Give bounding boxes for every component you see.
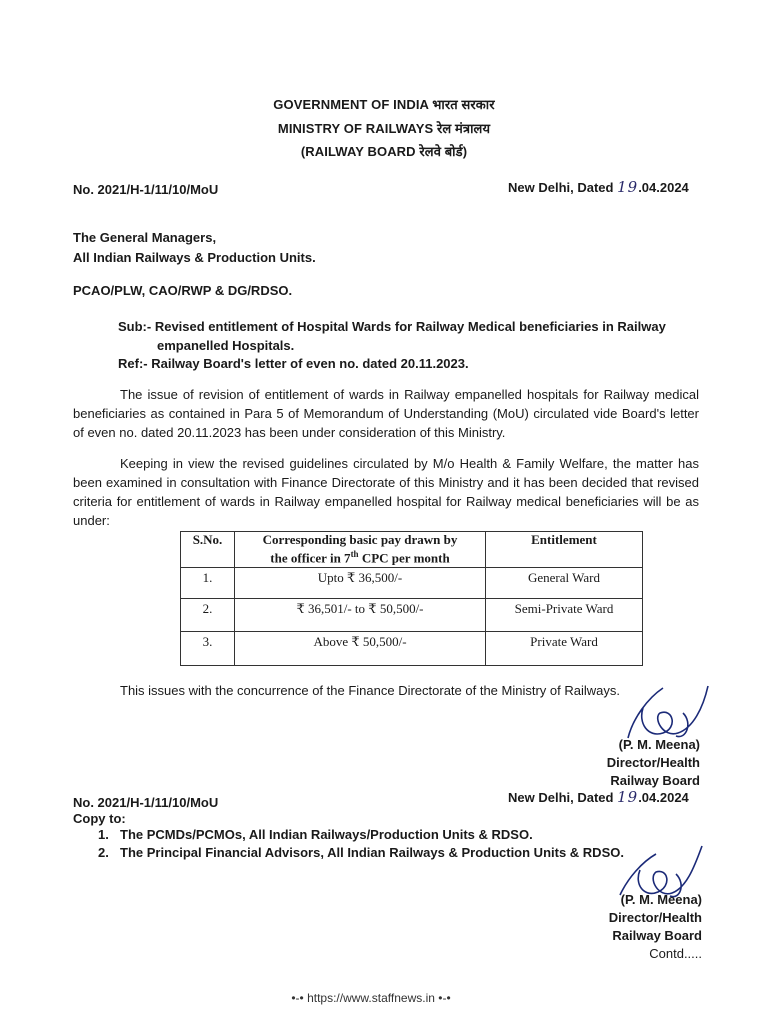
table-row xyxy=(181,568,643,599)
row-3-entitlement: Private Ward xyxy=(486,632,643,666)
header-pay-superscript: th xyxy=(350,549,359,559)
paragraph-2: Keeping in view the revised guidelines circulated by M/o Health & Family Welfare, the matter has been examined in consultation with Finance Directorate of this Ministry and it has been decided that revised criteria for entitlement of wards in Railway empanelled hospital for Railway medical beneficiaries will be as under: xyxy=(73,456,699,528)
paragraph-1: The issue of revision of entitlement of wards in Railway empanelled hospitals for Railway medical beneficiaries as contained in Para 5 of Memorandum of Understanding (MoU) circulated vide Board's letter of even no. dated 20.11.2023 has been under consideration of this Ministry. xyxy=(73,387,699,440)
copy-item-1-text: The PCMDs/PCMOs, All Indian Railways/Production Units & RDSO. xyxy=(120,827,533,842)
letter-number-copy: No. 2021/H-1/11/10/MoU xyxy=(73,795,219,810)
date-rest-copy: .04.2024 xyxy=(638,790,689,805)
signatory-office-2: Railway Board xyxy=(612,928,702,943)
subject-line-1: Sub:- Revised entitlement of Hospital Wards for Railway Medical beneficiaries in Railway xyxy=(118,319,666,334)
signatory-name-2: (P. M. Meena) xyxy=(620,892,702,907)
entitlement-table xyxy=(180,531,643,666)
signatory-name-1: (P. M. Meena) xyxy=(618,737,700,752)
copy-item-1-number: 1. xyxy=(98,827,109,842)
date-prefix-copy: New Delhi, Dated xyxy=(508,790,614,805)
header-government: GOVERNMENT OF INDIA भारत सरकार xyxy=(273,97,495,112)
letter-date-copy xyxy=(508,788,689,806)
copy-item-2-text: The Principal Financial Advisors, All Indian Railways & Production Units & RDSO. xyxy=(120,845,624,860)
date-rest: .04.2024 xyxy=(638,180,689,195)
row-2-entitlement: Semi-Private Ward xyxy=(486,599,643,632)
row-1-sno: 1. xyxy=(181,568,235,599)
concurrence-text: This issues with the concurrence of the Finance Directorate of the Ministry of Railways. xyxy=(120,683,620,698)
addressee-line-2: All Indian Railways & Production Units. xyxy=(73,250,316,265)
copy-to-item-1 xyxy=(98,827,533,842)
handwritten-day: 19 xyxy=(617,178,639,196)
header-pay-line-1: Corresponding basic pay drawn by xyxy=(262,532,458,547)
header-pay-line-3: CPC per month xyxy=(358,550,450,566)
header-sno: S.No. xyxy=(181,532,235,568)
row-3-pay: Above ₹ 50,500/- xyxy=(235,632,486,666)
letter-date xyxy=(508,178,689,196)
signatory-office-1: Railway Board xyxy=(610,773,700,788)
header-pay-line-2: the officer in 7 xyxy=(270,550,351,566)
table-header-row xyxy=(181,532,643,568)
reference-line: Ref:- Railway Board's letter of even no. dated 20.11.2023. xyxy=(118,356,469,371)
table-row xyxy=(181,599,643,632)
header-basic-pay xyxy=(235,532,486,568)
subject-line-2: empanelled Hospitals. xyxy=(157,338,295,353)
table-row xyxy=(181,632,643,666)
row-3-sno: 3. xyxy=(181,632,235,666)
letter-number: No. 2021/H-1/11/10/MoU xyxy=(73,182,219,197)
header-ministry: MINISTRY OF RAILWAYS रेल मंत्रालय xyxy=(277,121,491,136)
footer-url: •-• https://www.staffnews.in •-• xyxy=(291,991,451,1005)
copy-item-2-number: 2. xyxy=(98,845,109,860)
copy-to-item-2 xyxy=(98,845,624,860)
copy-to-label: Copy to: xyxy=(73,811,126,826)
header-entitlement: Entitlement xyxy=(486,532,643,568)
row-1-entitlement: General Ward xyxy=(486,568,643,599)
signatory-designation-2: Director/Health xyxy=(608,910,702,925)
row-2-sno: 2. xyxy=(181,599,235,632)
header-railway-board: (RAILWAY BOARD रेलवे बोर्ड) xyxy=(300,144,468,159)
row-2-pay: ₹ 36,501/- to ₹ 50,500/- xyxy=(235,599,486,632)
addressee-line-1: The General Managers, xyxy=(73,230,217,245)
date-prefix: New Delhi, Dated xyxy=(508,180,614,195)
addressee-line-3: PCAO/PLW, CAO/RWP & DG/RDSO. xyxy=(73,283,293,298)
row-1-pay: Upto ₹ 36,500/- xyxy=(235,568,486,599)
signatory-designation-1: Director/Health xyxy=(606,755,700,770)
continued-marker: Contd..... xyxy=(649,946,702,961)
handwritten-day-copy: 19 xyxy=(617,788,639,806)
